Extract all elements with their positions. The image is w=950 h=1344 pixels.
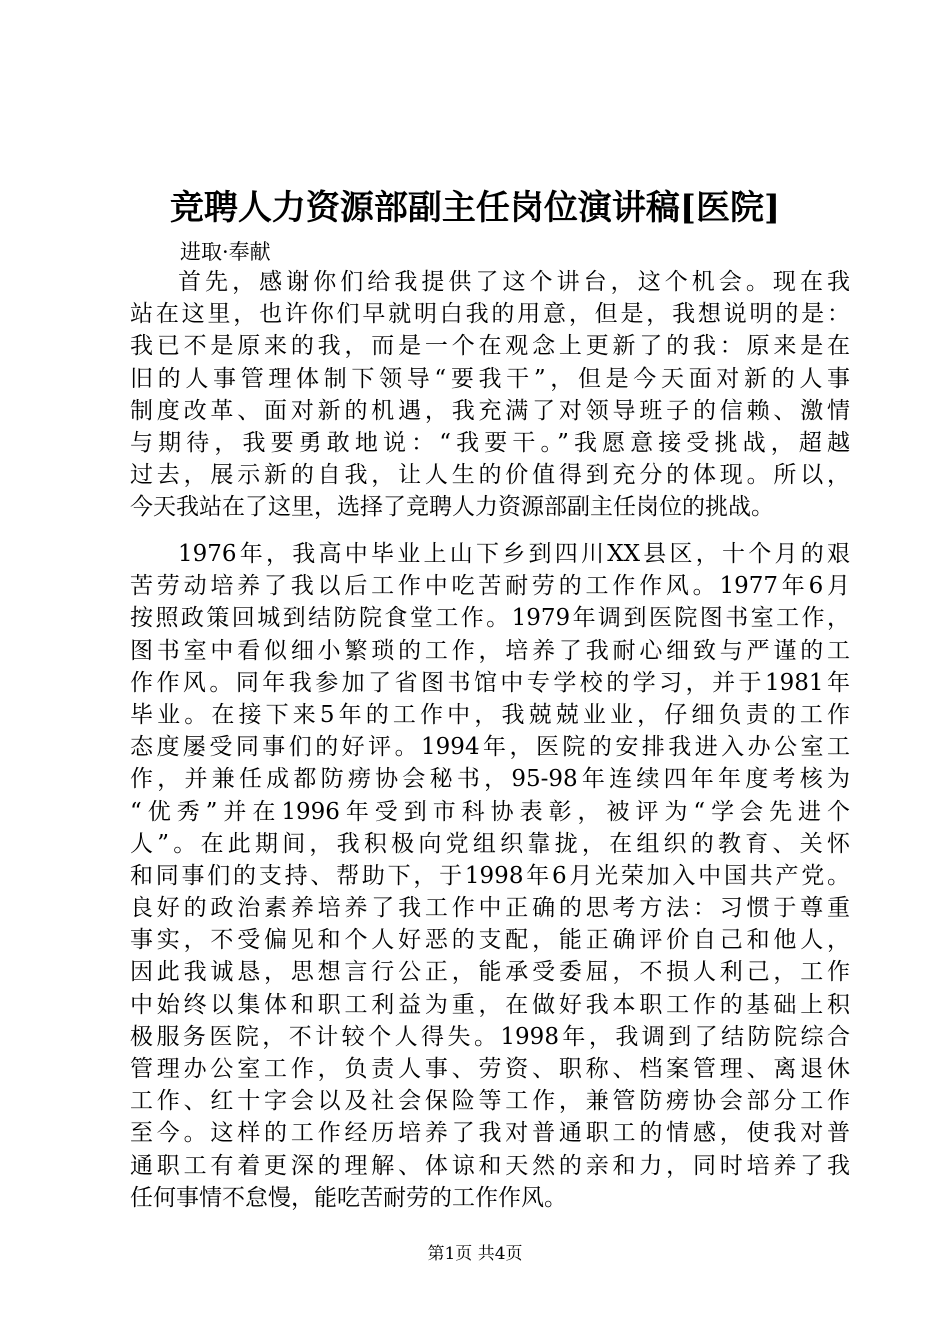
paragraph-line: 任何事情不怠慢，能吃苦耐劳的工作作风。 — [130, 1184, 567, 1211]
paragraph-line: 我已不是原来的我，而是一个在观念上更新了的我：原来是在 — [130, 333, 850, 360]
paragraph-line: 首先，感谢你们给我提供了这个讲台，这个机会。现在我 — [178, 269, 850, 295]
paragraph-line: 因此我诚恳，思想言行公正，能承受委屈，不损人利己，工作 — [130, 959, 850, 986]
paragraph-line: 今天我站在了这里，选择了竞聘人力资源部副主任岗位的挑战。 — [130, 494, 774, 521]
document-title: 竞聘人力资源部副主任岗位演讲稿[医院] — [169, 188, 781, 228]
paragraph-line: 通职工有着更深的理解、体谅和天然的亲和力，同时培养了我 — [130, 1152, 850, 1179]
paragraph-line: 苦劳动培养了我以后工作中吃苦耐劳的工作作风。1977年6月 — [130, 573, 850, 600]
paragraph-experience — [130, 538, 850, 1214]
paragraph-line: 事实，不受偏见和个人好恶的支配，能正确评价自己和他人， — [130, 927, 850, 954]
paragraph-line: 态度屡受同事们的好评。1994年，医院的安排我进入办公室工 — [130, 734, 850, 761]
paragraph-line: “优秀”并在1996年受到市科协表彰，被评为“学会先进个 — [130, 798, 850, 825]
paragraph-line: 良好的政治素养培养了我工作中正确的思考方法：习惯于尊重 — [130, 895, 850, 922]
paragraph-line: 过去，展示新的自我，让人生的价值得到充分的体现。所以， — [130, 462, 850, 489]
paragraph-line: 中始终以集体和职工利益为重，在做好我本职工作的基础上积 — [130, 991, 850, 1018]
page-footer: 第1页 共4页 — [427, 1244, 523, 1264]
paragraph-line: 和同事们的支持、帮助下，于1998年6月光荣加入中国共产党。 — [130, 862, 850, 889]
paragraph-line: 制度改革、面对新的机遇，我充满了对领导班子的信赖、激情 — [130, 397, 850, 424]
paragraph-intro — [130, 266, 850, 524]
paragraph-line: 毕业。在接下来5年的工作中，我兢兢业业，仔细负责的工作 — [130, 701, 850, 728]
paragraph-line: 按照政策回城到结防院食堂工作。1979年调到医院图书室工作， — [130, 605, 850, 632]
paragraph-line: 1976年，我高中毕业上山下乡到四川XX县区，十个月的艰 — [178, 541, 850, 567]
paragraph-line: 与期待，我要勇敢地说：“我要干。”我愿意接受挑战，超越 — [130, 429, 850, 456]
paragraph-line: 作，并兼任成都防痨协会秘书，95-98年连续四年年度考核为 — [130, 766, 850, 793]
paragraph-line: 旧的人事管理体制下领导“要我干”，但是今天面对新的人事 — [130, 365, 850, 392]
paragraph-line: 至今。这样的工作经历培养了我对普通职工的情感，使我对普 — [130, 1120, 850, 1147]
document-subtitle: 进取·奉献 — [180, 240, 271, 264]
paragraph-line: 站在这里，也许你们早就明白我的用意，但是，我想说明的是： — [130, 301, 850, 328]
paragraph-line: 极服务医院，不计较个人得失。1998年，我调到了结防院综合 — [130, 1023, 850, 1050]
paragraph-line: 管理办公室工作，负责人事、劳资、职称、档案管理、离退休 — [130, 1056, 850, 1082]
paragraph-line: 人”。在此期间，我积极向党组织靠拢，在组织的教育、关怀 — [130, 830, 850, 857]
paragraph-line: 工作、红十字会以及社会保险等工作，兼管防痨协会部分工作 — [130, 1088, 850, 1115]
paragraph-line: 作作风。同年我参加了省图书馆中专学校的学习，并于1981年 — [130, 669, 850, 696]
paragraph-line: 图书室中看似细小繁琐的工作，培养了我耐心细致与严谨的工 — [130, 637, 850, 664]
